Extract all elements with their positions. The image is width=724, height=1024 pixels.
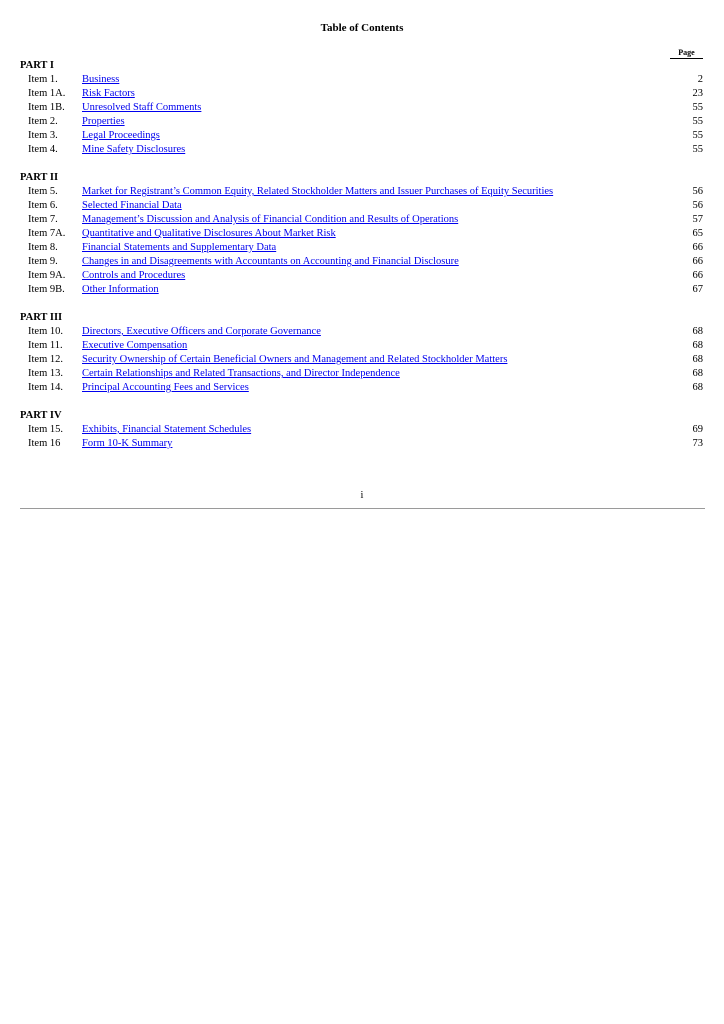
toc-link-form-10k-summary[interactable]: Form 10-K Summary [82, 438, 173, 449]
part-heading: PART I [20, 60, 54, 71]
toc-link-selected-financial-data[interactable]: Selected Financial Data [82, 200, 182, 211]
toc-row [0, 129, 724, 143]
page-number: 65 [692, 228, 703, 239]
toc-link-changes-with-accountants[interactable]: Changes in and Disagreements with Accountants on Accounting and Financial Disclosure [82, 256, 459, 267]
page-number: 68 [692, 354, 703, 365]
toc-link-controls-and-procedures[interactable]: Controls and Procedures [82, 270, 186, 281]
page-number: 66 [692, 270, 703, 281]
toc-row [0, 325, 724, 339]
toc-link-market-risk[interactable]: Quantitative and Qualitative Disclosures About Market Risk [82, 228, 336, 239]
item-number: Item 5. [28, 186, 58, 197]
page-number: 67 [692, 284, 703, 295]
page-number: 66 [692, 256, 703, 267]
page-column-header: Page [670, 48, 703, 59]
toc-row [0, 255, 724, 269]
part-heading: PART II [20, 172, 59, 183]
page-number: 55 [692, 130, 703, 141]
item-number: Item 12. [28, 354, 63, 365]
toc-row [0, 423, 724, 437]
toc-link-other-information[interactable]: Other Information [82, 284, 159, 295]
toc-row [0, 353, 724, 367]
toc-link-principal-accounting-fees[interactable]: Principal Accounting Fees and Services [82, 382, 249, 393]
toc-row [0, 101, 724, 115]
toc-link-executive-compensation[interactable]: Executive Compensation [82, 340, 188, 351]
page-number: 57 [692, 214, 703, 225]
toc-link-directors-governance[interactable]: Directors, Executive Officers and Corporate Governance [82, 326, 321, 337]
toc-row [0, 87, 724, 101]
page-number: 68 [692, 340, 703, 351]
page-number: 68 [692, 382, 703, 393]
page-number: 68 [692, 326, 703, 337]
item-number: Item 11. [28, 340, 63, 351]
toc-link-legal-proceedings[interactable]: Legal Proceedings [82, 130, 160, 141]
item-number: Item 8. [28, 242, 58, 253]
toc-link-unresolved-staff-comments[interactable]: Unresolved Staff Comments [82, 102, 202, 113]
item-number: Item 6. [28, 200, 58, 211]
page-number: 66 [692, 242, 703, 253]
item-number: Item 16 [28, 438, 61, 449]
page-divider [20, 508, 705, 509]
toc-row [0, 367, 724, 381]
toc-row [0, 213, 724, 227]
toc-link-financial-statements[interactable]: Financial Statements and Supplementary Data [82, 242, 277, 253]
footer-page-number: i [360, 490, 364, 501]
page-number: 2 [697, 74, 703, 85]
item-number: Item 9B. [28, 284, 65, 295]
toc-row [0, 73, 724, 87]
item-number: Item 15. [28, 424, 63, 435]
item-number: Item 4. [28, 144, 58, 155]
toc-link-mine-safety-disclosures[interactable]: Mine Safety Disclosures [82, 144, 186, 155]
toc-link-exhibits[interactable]: Exhibits, Financial Statement Schedules [82, 424, 252, 435]
toc-link-security-ownership[interactable]: Security Ownership of Certain Beneficial Owners and Management and Related Stockholder Matters [82, 354, 508, 365]
toc-row [0, 199, 724, 213]
toc-row [0, 227, 724, 241]
item-number: Item 1B. [28, 102, 65, 113]
page-number: 55 [692, 102, 703, 113]
toc-link-mdna[interactable]: Management’s Discussion and Analysis of Financial Condition and Results of Operations [82, 214, 459, 225]
part-heading: PART IV [20, 410, 62, 421]
toc-link-risk-factors[interactable]: Risk Factors [82, 88, 135, 99]
toc-row [0, 437, 724, 451]
item-number: Item 9A. [28, 270, 66, 281]
toc-row [0, 283, 724, 297]
item-number: Item 14. [28, 382, 63, 393]
toc-title: Table of Contents [320, 22, 404, 34]
item-number: Item 1. [28, 74, 58, 85]
toc-link-business[interactable]: Business [82, 74, 120, 85]
item-number: Item 7. [28, 214, 58, 225]
page-number: 55 [692, 116, 703, 127]
toc-row [0, 115, 724, 129]
page-number: 68 [692, 368, 703, 379]
toc-row [0, 241, 724, 255]
toc-link-certain-relationships[interactable]: Certain Relationships and Related Transactions, and Director Independence [82, 368, 400, 379]
page-number: 56 [692, 186, 703, 197]
item-number: Item 9. [28, 256, 58, 267]
item-number: Item 1A. [28, 88, 66, 99]
toc-link-market-for-equity[interactable]: Market for Registrant’s Common Equity, Related Stockholder Matters and Issuer Purchases of Equity Securities [82, 186, 554, 197]
toc-link-properties[interactable]: Properties [82, 116, 125, 127]
toc-row [0, 381, 724, 395]
item-number: Item 2. [28, 116, 58, 127]
page-number: 23 [692, 88, 703, 99]
item-number: Item 13. [28, 368, 63, 379]
item-number: Item 10. [28, 326, 63, 337]
page-number: 69 [692, 424, 703, 435]
part-heading: PART III [20, 312, 63, 323]
page-number: 55 [692, 144, 703, 155]
page-number: 73 [692, 438, 703, 449]
page-number: 56 [692, 200, 703, 211]
toc-row [0, 185, 724, 199]
toc-row [0, 339, 724, 353]
item-number: Item 7A. [28, 228, 66, 239]
toc-row [0, 269, 724, 283]
item-number: Item 3. [28, 130, 58, 141]
toc-row [0, 143, 724, 157]
